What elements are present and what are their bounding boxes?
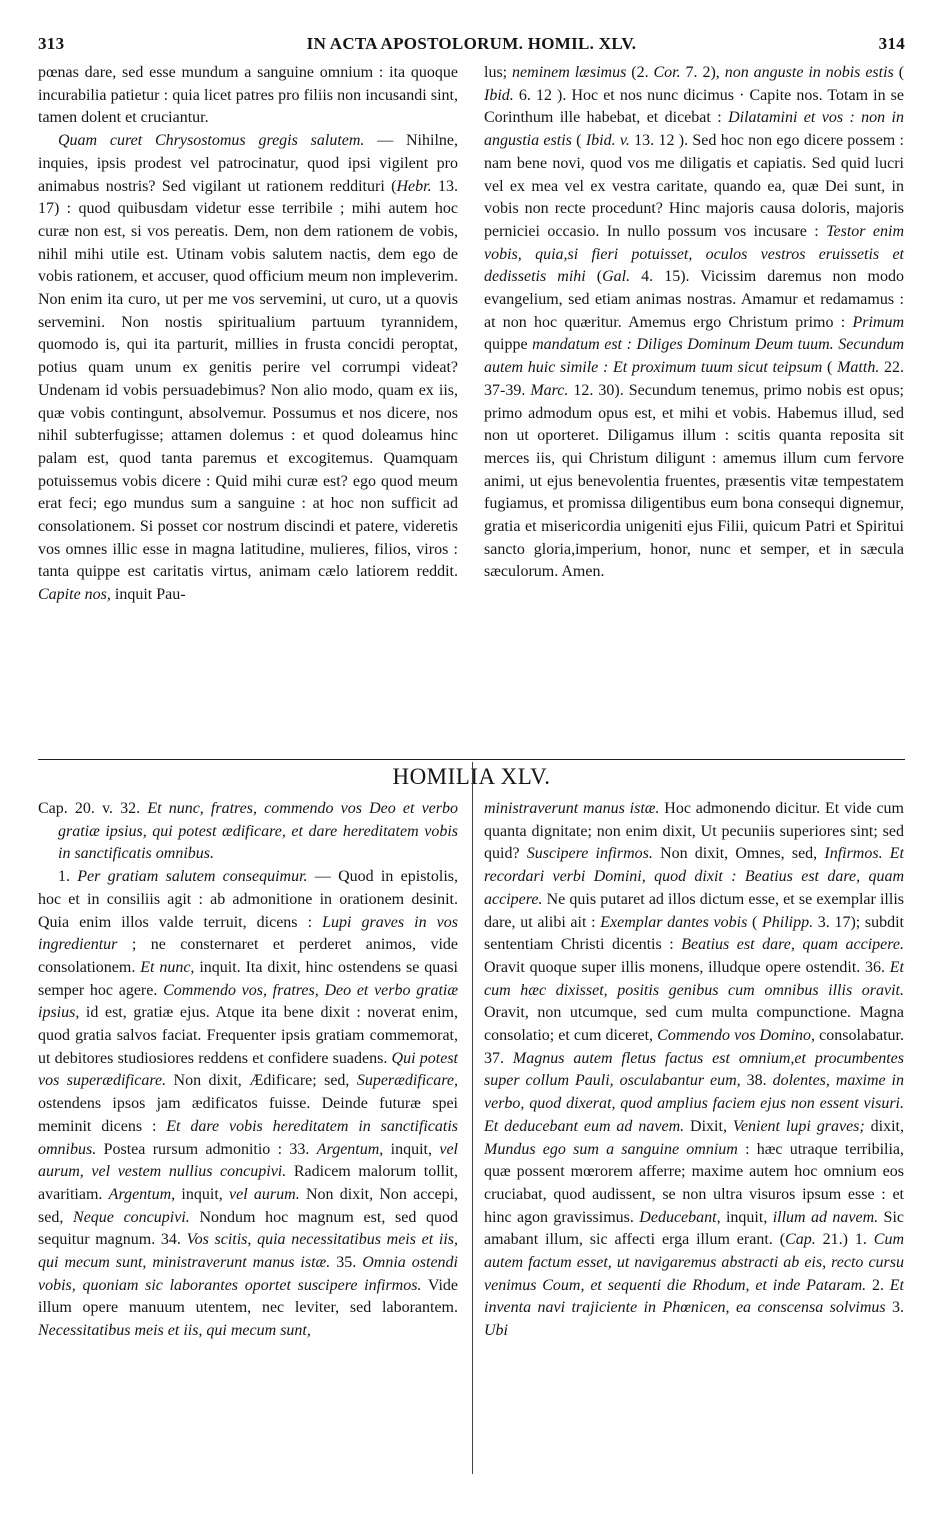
column-bottom-right [484,798,904,1343]
paragraph: ministraverunt manus istæ. Hoc admonendo dicitur. Et vide cum quanta dignitate; non enim dixit, Ut pecuniis superiores sint; sed quid? Suscipere infirmos. Non dixit, Omnes, sed, Infirmos. Et recordari verbi Domini, quod dixit : Beatius est dare, quam accipere. Ne quis putaret ad illos dictum esse, et se exemplar illis dare, ut alibi ait : Exemplar dantes vobis ( Philipp. 3. 17); subdit sententiam Christi dicentis : Beatius est dare, quam accipere. Oravit quoque super illis monens, illudque opere ostendit. 36. Et cum hæc dixisset, positis genibus cum omnibus illis oravit. Oravit, non utcumque, sed cum multa compunctione. Magna consolatio; et cum diceret, Commendo vos Domino, consolabatur. 37. Magnus autem fletus factus est omnium,et procumbentes super collum Pauli, osculabantur eum, 38. dolentes, maxime in verbo, quod dixerat, quod amplius faciem ejus non essent visuri. Et deducebant eum ad navem. Dixit, Venient lupi graves; dixit, Mundus ego sum a sanguine omnium : hæc utraque terribilia, quæ possent mœrorem afferre; maxime autem hoc omnium eos cruciabat, quod audissent, se non ultra visuros ipsum esse : et hinc agon gravissimus. Deducebant, inquit, illum ad navem. Sic amabant illum, sic affecti erga illum erant. (Cap. 21.) 1. Cum autem factum esset, ut navigaremus abstracti ab eis, recto cursu venimus Coum, et sequenti die Rhodum, et inde Pataram. 2. Et inventa navi trajiciente in Phœnicen, ea conscensa solvimus 3. Ubi [484,800,905,1340]
running-header [38,34,905,60]
paragraph: Quam curet Chrysostomus gregis salutem. — Nihilne, inquies, ipsis prodest vel patrocinatur, quod ipsi vigilent pro animabus nostris? Sed vigilant ut rationem reddituri (Hebr. 13. 17) : quod quibusdam videtur esse terribile ; mihi autem hoc curæ non est, si vos pereatis. Dem, non dem rationem de vobis, nihil mihi utile est. Utinam vobis salutem nactis, dem ego de vobis rationem, et accuser, quod officium meum non impleverim. Non enim ita curo, ut per me vos servemini, ut curo, ut a quovis servemini. Non nostis spiritualium partuum tyrannidem, quomodo is, qui ita parturit, millies in frusta concidi peroptat, potius quam unum ex genitis perire vel corrumpi videat? Undenam id vobis persuadebimus? Non alio modo, quam ex iis, quæ vobis contingunt, absolvemur. Possumus et nos dicere, nos nihil subterfugisse; attamen dolemus : et quod doleamus hinc palam est, quod tanta paremus et excogitemus. Quamquam potuissemus vobis dicere : Quid mihi curæ est? ego quod meum erat feci; ego mundus sum a sanguine : at hoc non sufficit ad consolationem. Si posset cor nostrum discindi et patere, videretis vos omnes illic esse in magna latitudine, mulieres, filios, viros : tanta quippe est caritatis virtus, animam cælo latiorem reddit. Capite nos, inquit Pau- [38,132,459,604]
column-divider [472,762,473,1474]
paragraph: 1. Per gratiam salutem consequimur. — Quod in epistolis, hoc et in consiliis agit : ab admonitione in orationem desinit. Quia enim illos valde terruit, dicens : Lupi graves in vos ingredientur ; ne consternaret et perderet animos, vide consolationem. Et nunc, inquit. Ita dixit, hinc ostendens se quasi semper hoc agere. Commendo vos, fratres, Deo et verbo gratiæ ipsius, id est, gratiæ ejus. Atque ita bene dixit : noverat enim, quod gratia salvos faciat. Frequenter ipsis gratiam commemorat, ut debitores studiosiores reddens et confidere suadens. Qui potest vos superædificare. Non dixit, Ædificare; sed, Superædificare, ostendens ipsos jam ædificatos fuisse. Deinde futuræ spei meminit dicens : Et dare vobis hereditatem in sanctificatis omnibus. Postea rursum admonitio : 33. Argentum, inquit, vel aurum, vel vestem nullius concupivi. Radicem malorum tollit, avaritiam. Argentum, inquit, vel aurum. Non dixit, Non accepi, sed, Neque concupivi. Nondum hoc magnum est, sed quod sequitur magnum. 34. Vos scitis, quia necessitatibus meis et iis, qui mecum sunt, ministraverunt manus istæ. 35. Omnia ostendi vobis, quoniam sic laborantes oportet suscipere infirmos. Vide illum opere manuum utentem, nec leviter, sed laborantem. Necessitatibus meis et iis, qui mecum sunt, [38,868,459,1340]
column-top-left [38,62,458,607]
section-divider [38,759,905,760]
column-bottom-left [38,798,458,1343]
paragraph: lus; neminem læsimus (2. Cor. 7. 2), non anguste in nobis estis ( Ibid. 6. 12 ). Hoc et nos nunc dicimus · Capite nos. Totam in se Corinthum ille habebat, et dicebat : Dilatamini et vos : non in angustia estis ( Ibid. v. 13. 12 ). Sed hoc non ego dicere possem : nam bene novi, quod vos me diligatis et capiatis. Sed quid lucri vel ex mea vel ex vestra caritate, quando ea, quæ Dei sunt, in vobis non recte procedunt? Hinc majoris causa doloris, majoris perniciei occasio. In nullo possum vos incusare : Testor enim vobis, quia,si fieri potuisset, oculos vestros eruissetis et dedissetis mihi (Gal. 4. 15). Vicissim daremus non modo evangelium, sed etiam animas nostras. Amamur et redamamus : at non hoc quæritur. Amemus ergo Christum primo : Primum quippe mandatum est : Diliges Dominum Deum tuum. Secundum autem huic simile : Et proximum tuum sicut teipsum ( Matth. 22. 37-39. Marc. 12. 30). Secundum tenemus, primo nobis est opus; primo admodum opus est, et mihi et vobis. Habemus illud, sed non ut oporteret. Diligamus illum : scitis quanta reposita sit merces iis, qui Christum diligunt : amemus illum cum fervore animi, ut ejus benevolentia fruentes, præsentis vitæ tempestatem fugiamus, et promissa diligentibus eum bona consequi dignemur, gratia et misericordia unigeniti ejus Filii, quicum Patri et Spiritui sancto gloria,imperium, honor, nunc et semper, et in sæcula sæculorum. Amen. [484,64,905,581]
page-number-left: 313 [38,34,65,53]
running-title: IN ACTA APOSTOLORUM. HOMIL. XLV. [306,34,637,53]
page-number-right: 314 [878,34,905,53]
chapter-verse-heading: Cap. 20. v. 32. Et nunc, fratres, commendo vos Deo et verbo gratiæ ipsius, qui potest ædificare, et dare hereditatem vobis in sanctificatis omnibus. [38,800,459,863]
column-top-right [484,62,904,584]
paragraph: pœnas dare, sed esse mundum a sanguine omnium : ita quoque incurabilia patietur : quia licet patres pro filiis non incusandi sint, tamen dolent et cruciantur. [38,64,458,127]
section-title: HOMILIA XLV. [392,764,551,789]
